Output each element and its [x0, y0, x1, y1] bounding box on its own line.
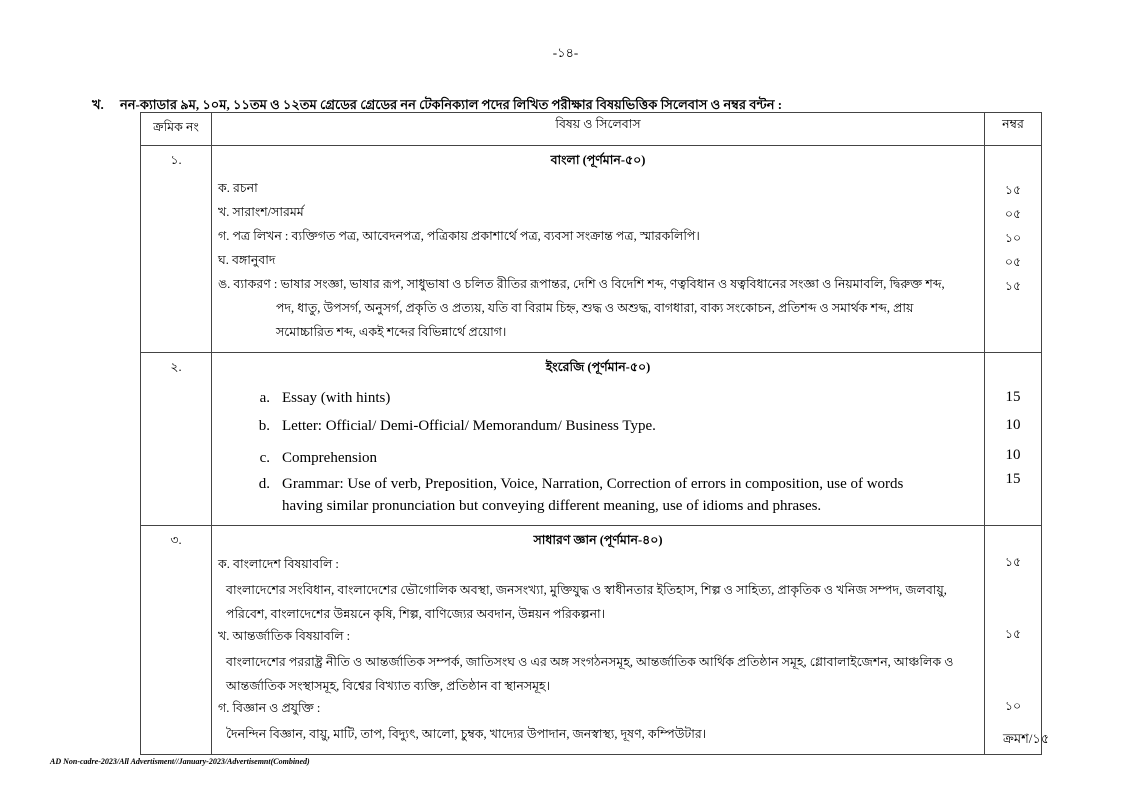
subject-cell [212, 526, 985, 755]
header-serial: ক্রমিক নং [141, 113, 212, 146]
table-row [141, 526, 1042, 755]
list-item-continuation: পদ, ধাতু, উপসর্গ, অনুসর্গ, প্রকৃতি ও প্রত্যয়, যতি বা বিরাম চিহ্ন, শুদ্ধ ও অশুদ্ধ, বাগধারা, বাক্য সংকোচন, প্রতিশব্দ ও সমার্থক শব্দ, প্রায় [276, 301, 914, 315]
list-item: b. Letter: Official/ Demi-Official/ Memorandum/ Business Type. [258, 418, 656, 434]
marks-value: ০৫ [1004, 207, 1022, 221]
marks-value: ১৫ [1004, 555, 1022, 569]
list-item: ক. রচনা [218, 181, 258, 195]
marks-value: 10 [1005, 417, 1021, 433]
marks-cell [985, 353, 1042, 526]
list-item: c. Comprehension [259, 450, 377, 466]
subject-cell [212, 353, 985, 526]
list-item: ঙ. ব্যাকরণ : ভাষার সংজ্ঞা, ভাষার রূপ, সাধুভাষা ও চলিত রীতির রূপান্তর, দেশি ও বিদেশি শব্দ, ণত্ববিধান ও ষত্ববিধানের সংজ্ঞা ও নিয়মাবলি, দ্বিরুক্ত শব্দ, [218, 277, 945, 291]
document-footer: AD Non-cadre-2023/All Advertisment//January-2023/Advertisemnt(Combined) [50, 757, 310, 766]
marks-value: ১০ [1004, 231, 1022, 245]
marks-value: 15 [1005, 389, 1021, 405]
marks-value: ১৫ [1004, 183, 1022, 197]
list-item: d. Grammar: Use of verb, Preposition, Voice, Narration, Correction of errors in composition, use of words having similar pronunciation but conveying different meaning, use of idioms and phrases. [258, 476, 904, 514]
marks-cell [985, 526, 1042, 755]
header-marks: নম্বর [985, 113, 1042, 146]
marks-value: ০৫ [1004, 255, 1022, 269]
marks-value: 10 [1005, 447, 1021, 463]
list-item-detail: বাংলাদেশের পররাষ্ট্র নীতি ও আন্তর্জাতিক সম্পর্ক, জাতিসংঘ ও এর অঙ্গ সংগঠনসমূহ, আন্তর্জাতিক আর্থিক প্রতিষ্ঠান সমূহ, গ্লোবালাইজেশন, আঞ্চলিক ও আন্তর্জাতিক সংস্থাসমূহ, বিশ্বের বিখ্যাত ব্যক্তি, প্রতিষ্ঠান বা স্থানসমূহ। [226, 655, 954, 693]
list-item-detail: দৈনন্দিন বিজ্ঞান, বায়ু, মাটি, তাপ, বিদ্যুৎ, আলো, চুম্বক, খাদ্যের উপাদান, জনস্বাস্থ্য, দূষণ, কম্পিউটার। [226, 727, 707, 741]
list-item: খ. সারাংশ/সারমর্ম [218, 205, 304, 219]
section-title: বাংলা (পূর্ণমান-৫০) [550, 153, 646, 167]
serial-cell: ২. [141, 353, 212, 526]
marks-value: 15 [1005, 471, 1021, 487]
section-title: সাধারণ জ্ঞান (পূর্ণমান-৪০) [533, 533, 663, 547]
continued-note: ক্রমশ/১৫ [1003, 731, 1050, 746]
serial-cell: ৩. [141, 526, 212, 755]
header-subject: বিষয় ও সিলেবাস [212, 113, 985, 146]
list-item: গ. পত্র লিখন : ব্যক্তিগত পত্র, আবেদনপত্র, পত্রিকায় প্রকাশার্থে পত্র, ব্যবসা সংক্রান্ত পত্র, স্মারকলিপি। [218, 229, 700, 243]
subject-cell [212, 146, 985, 353]
marks-value: ১০ [1004, 699, 1022, 713]
marks-cell [985, 146, 1042, 353]
list-item: ক. বাংলাদেশ বিষয়াবলি : [218, 557, 339, 571]
list-item-continuation: সমোচ্চারিত শব্দ, একই শব্দের বিভিন্নার্থে প্রয়োগ। [276, 325, 507, 339]
syllabus-table [140, 112, 1042, 755]
table-row [141, 146, 1042, 353]
serial-cell: ১. [141, 146, 212, 353]
list-item: a. Essay (with hints) [259, 390, 391, 406]
list-item-detail: বাংলাদেশের সংবিধান, বাংলাদেশের ভৌগোলিক অবস্থা, জনসংখ্যা, মুক্তিযুদ্ধ ও স্বাধীনতার ইতিহাস, শিল্প ও সাহিত্য, প্রাকৃতিক ও খনিজ সম্পদ, জলবায়ু, পরিবেশ, বাংলাদেশের উন্নয়নে কৃষি, শিল্প, বাণিজ্যের অবদান, উন্নয়ন পরিকল্পনা। [226, 583, 947, 621]
list-item: খ. আন্তর্জাতিক বিষয়াবলি : [218, 629, 351, 643]
section-title: ইংরেজি (পূর্ণমান-৫০) [545, 360, 651, 374]
marks-value: ১৫ [1004, 279, 1022, 293]
table-row [141, 353, 1042, 526]
marks-value: ১৫ [1004, 627, 1022, 641]
list-item: গ. বিজ্ঞান ও প্রযুক্তি : [218, 701, 321, 715]
page-number: -১৪- [552, 45, 579, 60]
list-item: ঘ. বঙ্গানুবাদ [218, 253, 276, 267]
table-header-row [141, 113, 1042, 146]
heading-text: নন-ক্যাডার ৯ম, ১০ম, ১১তম ও ১২তম গ্রেডের গ্রেডের নন টেকনিক্যাল পদের লিখিত পরীক্ষার বিষয়ভিত্তিক সিলেবাস ও নম্বর বন্টন : [120, 97, 783, 112]
heading-label: খ. [92, 97, 104, 112]
